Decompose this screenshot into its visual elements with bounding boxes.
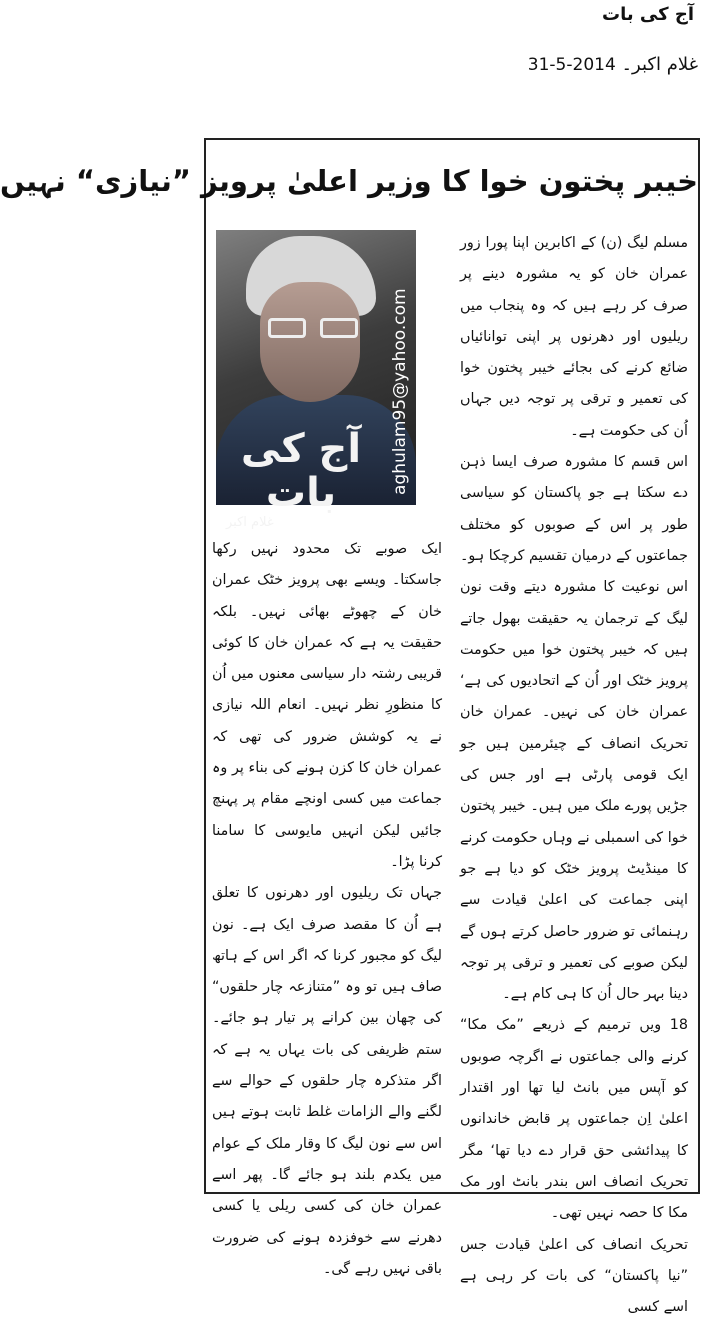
paragraph: ایک صوبے تک محدود نہیں رکھا جاسکتا۔ ویسے بھی پرویز خٹک عمران خان کے چھوٹے بھائی نہیں۔ بلکہ حقیقت یہ ہے کہ عمران خان کا کوئی قریبی رشتہ دار سیاسی معنوں میں اُن کا منظورِ نظر نہیں۔ انعام اللہ نیازی نے یہ کوشش ضرور کی تھی کہ عمران خان کا کزن ہونے کی بناء پر وہ جماعت میں کسی اونچے مقام پر پہنچ جائیں لیکن انہیں مایوسی کا سامنا کرنا پڑا۔ bbox=[212, 534, 442, 878]
photo-face bbox=[260, 282, 360, 402]
article-column-left bbox=[212, 534, 442, 1285]
logo-title: آج کی بات bbox=[226, 427, 376, 515]
logo-author: غلام اکبر bbox=[226, 515, 376, 530]
paragraph: تحریک انصاف کی اعلیٰ قیادت جس ”نیا پاکستان“ کی بات کر رہی ہے اسے کسی bbox=[460, 1230, 688, 1323]
photo-glasses bbox=[268, 318, 358, 340]
publish-date: 31-5-2014 bbox=[528, 55, 616, 75]
byline bbox=[528, 54, 698, 75]
column-name: آج کی بات bbox=[602, 4, 694, 25]
article-headline: خیبر پختون خوا کا وزیر اعلیٰ پرویز ”نیازی“ نہیں bbox=[206, 164, 698, 198]
paragraph: مسلم لیگ (ن) کے اکابرین اپنا پورا زور عمران خان کو یہ مشورہ دینے پر صرف کر رہے ہیں کہ وہ پنجاب میں ریلیوں اور دھرنوں پر اپنی توانائیاں ضائع کرنے کی بجائے خیبر پختون خوا کی تعمیر و ترقی پر توجہ دیں جہاں اُن کی حکومت ہے۔ bbox=[460, 228, 688, 447]
article-frame bbox=[204, 138, 700, 1194]
paragraph: اس قسم کا مشورہ صرف ایسا ذہن دے سکتا ہے جو پاکستان کو سیاسی طور پر اس کے صوبوں کو مختلف جماعتوں کے درمیان تقسیم کرچکا ہو۔ اس نوعیت کا مشورہ دیتے وقت نون لیگ کے ترجمان یہ حقیقت بھول جاتے ہیں کہ خیبر پختون خوا میں حکومت پرویز خٹک اور اُن کے اتحادیوں کی ہے‘ عمران خان کی نہیں۔ عمران خان تحریک انصاف کے چیئرمین ہیں جو ایک قومی پارٹی ہے اور جس کی جڑیں پورے ملک میں ہیں۔ خیبر پختون خوا کی اسمبلی نے وہاں حکومت کرنے کا مینڈیٹ پرویز خٹک کو دیا ہے جو اپنی جماعت کی اعلیٰ قیادت سے رہنمائی تو ضرور حاصل کرتے ہوں گے لیکن صوبے کی تعمیر و ترقی پر توجہ دینا بہر حال اُن کا ہی کام ہے۔ bbox=[460, 447, 688, 1010]
article-column-right bbox=[460, 228, 688, 1323]
author-name: غلام اکبر۔ bbox=[622, 54, 699, 75]
paragraph: جہاں تک ریلیوں اور دھرنوں کا تعلق ہے اُن کا مقصد صرف ایک ہے۔ نون لیگ کو مجبور کرنا کہ اگر اس کے ہاتھ صاف ہیں تو وہ ”متنازعہ چار حلقوں“ کی چھان بین کرانے پر تیار ہو جائے۔ ستم ظریفی کی بات یہاں یہ ہے کہ اگر متذکرہ چار حلقوں کے حوالے سے لگنے والے الزامات غلط ثابت ہوتے ہیں اس سے نون لیگ کا وقار ملک کے عوام میں یکدم بلند ہو جائے گا۔ پھر اسے عمران خان کی کسی ریلی یا کسی دھرنے سے خوفزدہ ہونے کی ضرورت باقی نہیں رہے گی۔ bbox=[212, 878, 442, 1285]
paragraph: 18 ویں ترمیم کے ذریعے ”مک مکا“ کرنے والی جماعتوں نے اگرچہ صوبوں کو آپس میں بانٹ لیا تھا اور اقتدار اعلیٰ اِن جماعتوں پر قابض خاندانوں کا پیدائشی حق قرار دے دیا تھا‘ مگر تحریک انصاف اس بندر بانٹ اور مک مکا کا حصہ نہیں تھی۔ bbox=[460, 1010, 688, 1229]
author-email: aghulam95@yahoo.com bbox=[390, 240, 414, 495]
author-photo bbox=[216, 230, 416, 505]
column-logo bbox=[226, 427, 376, 497]
